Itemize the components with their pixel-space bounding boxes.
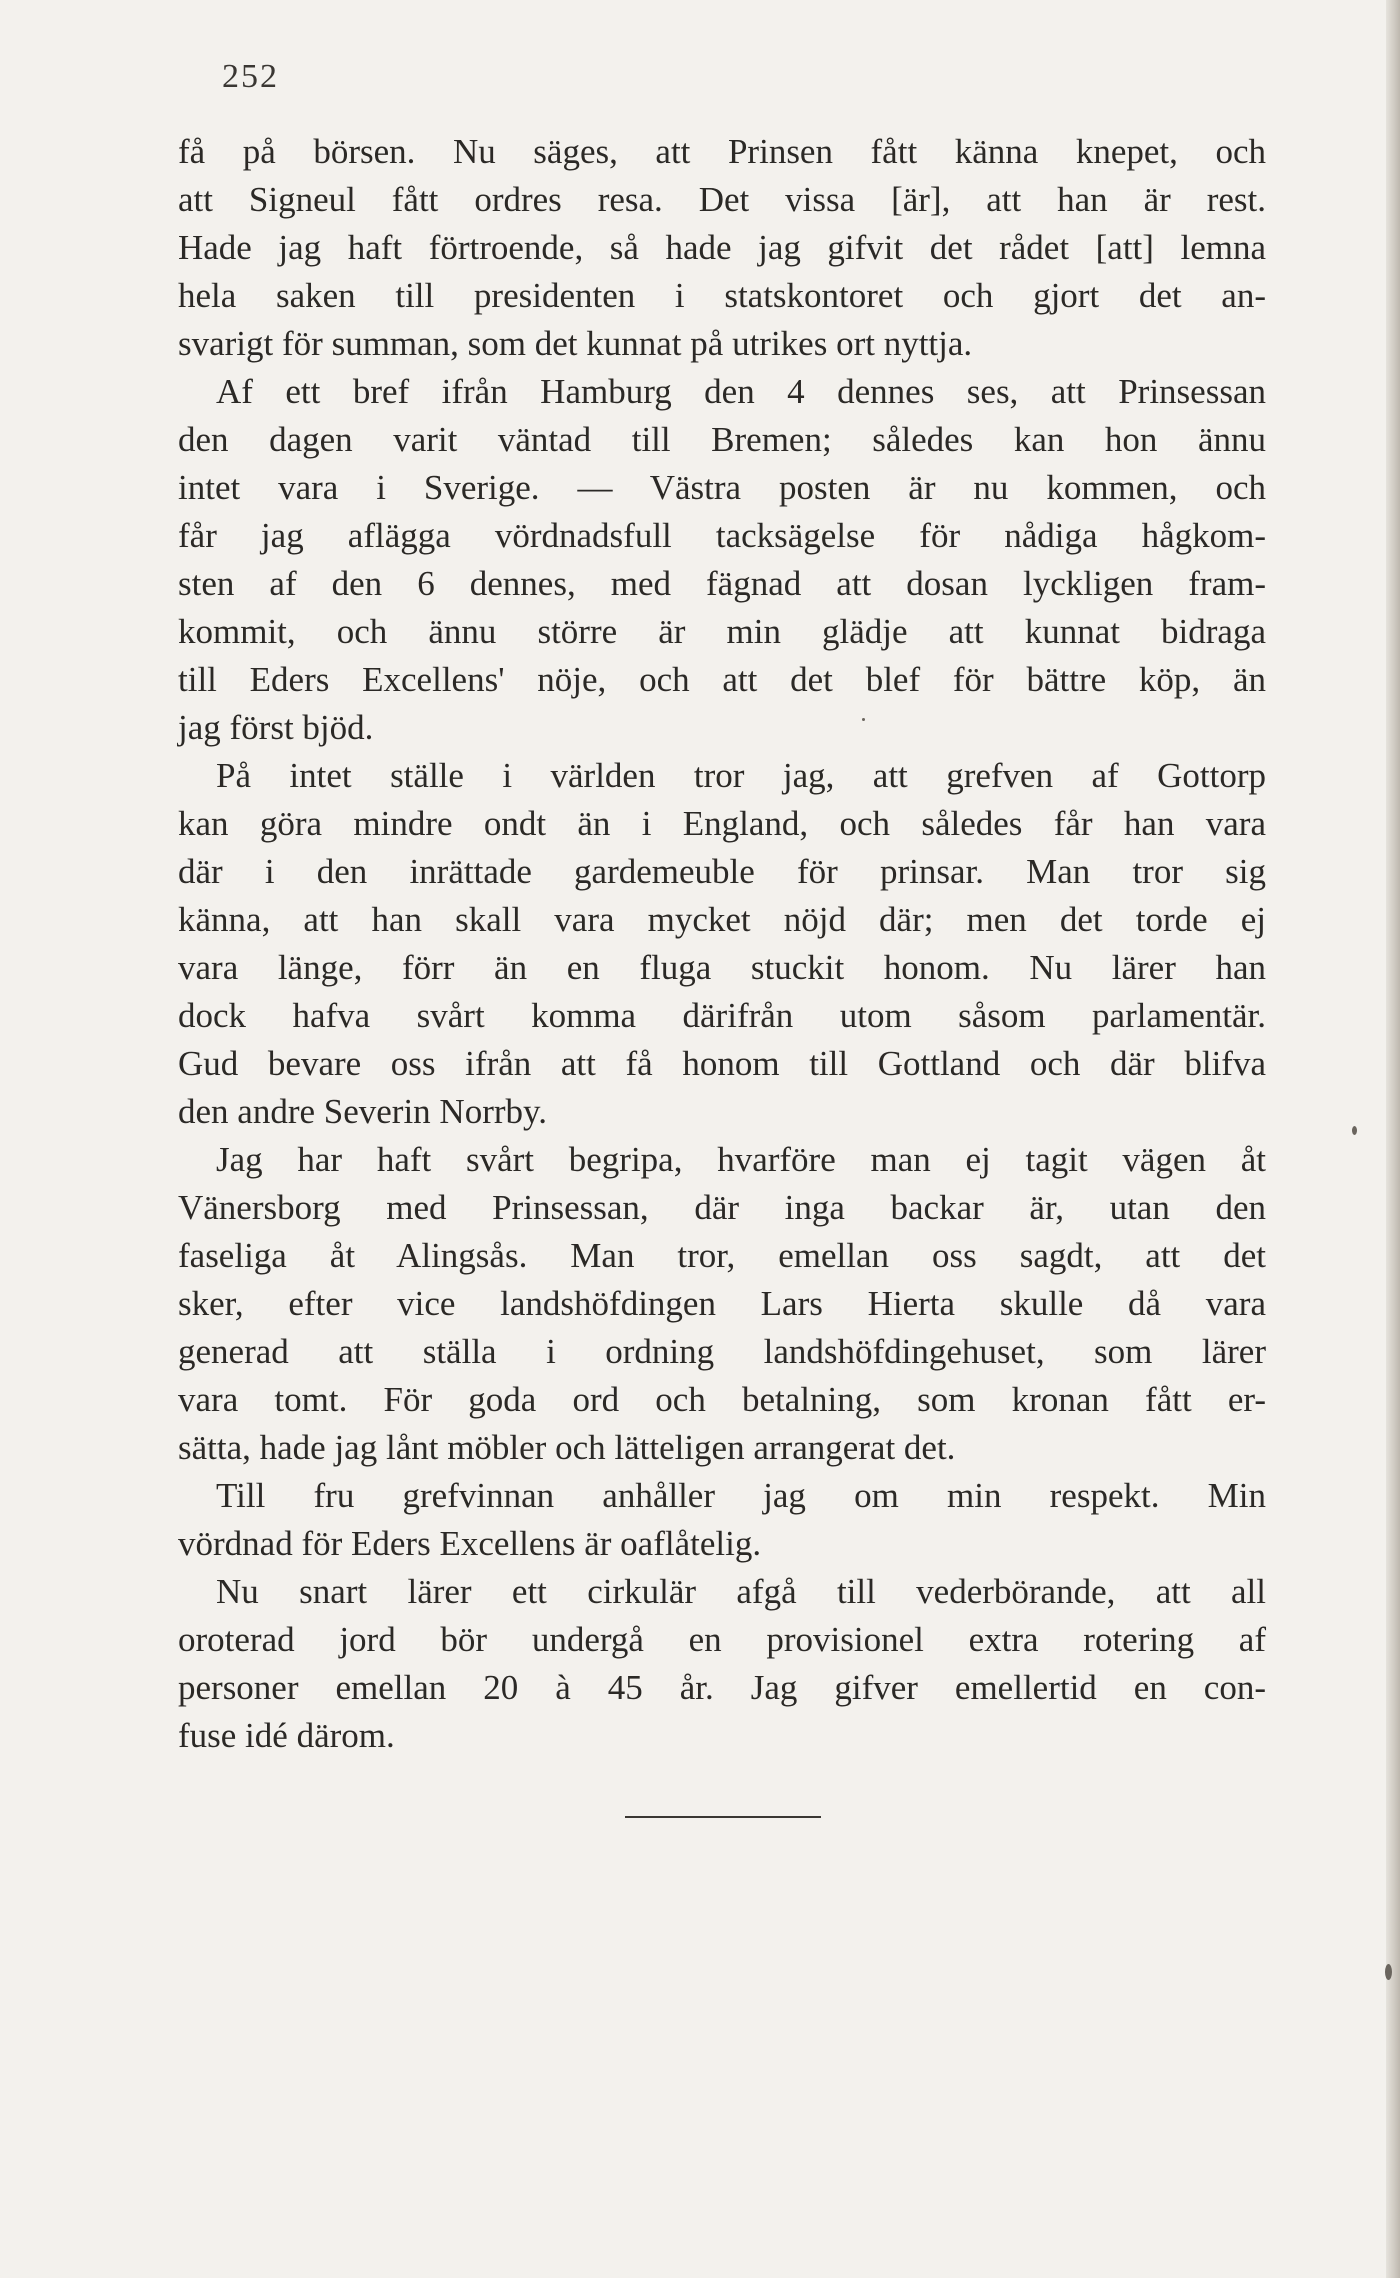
margin-speck — [1385, 1964, 1392, 1980]
text-line: sker, efter vice landshöfdingen Lars Hierta skulle då vara — [178, 1284, 1266, 1323]
text-line: till Eders Excellens' nöje, och att det blef för bättre köp, än — [178, 660, 1266, 699]
text-line: Vänersborg med Prinsessan, där inga backar är, utan den — [178, 1188, 1266, 1227]
text-line: fuse idé därom. — [178, 1716, 395, 1755]
text-line: hela saken till presidenten i statskontoret och gjort det an- — [178, 276, 1266, 315]
text-line: där i den inrättade gardemeuble för prinsar. Man tror sig — [178, 852, 1266, 891]
body-text — [178, 128, 1266, 1760]
text-line: sätta, hade jag lånt möbler och lätteligen arrangerat det. — [178, 1428, 956, 1467]
text-line: vara tomt. För goda ord och betalning, som kronan fått er- — [178, 1380, 1266, 1419]
page-number: 252 — [222, 58, 279, 95]
text-line: Nu snart lärer ett cirkulär afgå till vederbörande, att all — [216, 1572, 1266, 1611]
text-line: generad att ställa i ordning landshöfdingehuset, som lärer — [178, 1332, 1266, 1371]
text-line: personer emellan 20 à 45 år. Jag gifver emellertid en con- — [178, 1668, 1266, 1707]
text-line: Af ett bref ifrån Hamburg den 4 dennes ses, att Prinsessan — [216, 372, 1266, 411]
text-line: intet vara i Sverige. — Västra posten är nu kommen, och — [178, 468, 1266, 507]
text-line: att Signeul fått ordres resa. Det vissa [är], att han är rest. — [178, 180, 1266, 219]
text-line: På intet ställe i världen tror jag, att grefven af Gottorp — [216, 756, 1266, 795]
text-line: den andre Severin Norrby. — [178, 1092, 547, 1131]
text-line: Till fru grefvinnan anhåller jag om min respekt. Min — [216, 1476, 1266, 1515]
text-line: kommit, och ännu större är min glädje att kunnat bidraga — [178, 612, 1266, 651]
text-line: vara länge, förr än en fluga stuckit honom. Nu lärer han — [178, 948, 1266, 987]
text-line: dock hafva svårt komma därifrån utom såsom parlamentär. — [178, 996, 1266, 1035]
text-line: Jag har haft svårt begripa, hvarföre man ej tagit vägen åt — [216, 1140, 1266, 1179]
text-line: Hade jag haft förtroende, så hade jag gifvit det rådet [att] lemna — [178, 228, 1266, 267]
text-line: sten af den 6 dennes, med fägnad att dosan lyckligen fram- — [178, 564, 1266, 603]
text-line: oroterad jord bör undergå en provisionel extra rotering af — [178, 1620, 1266, 1659]
page-edge — [1386, 0, 1400, 2278]
text-line: den dagen varit väntad till Bremen; således kan hon ännu — [178, 420, 1266, 459]
text-line: kan göra mindre ondt än i England, och således får han vara — [178, 804, 1266, 843]
text-line: svarigt för summan, som det kunnat på utrikes ort nyttja. — [178, 324, 973, 363]
margin-speck — [862, 718, 865, 721]
margin-speck — [1352, 1126, 1357, 1135]
text-line: jag först bjöd. — [178, 708, 374, 747]
text-line: känna, att han skall vara mycket nöjd där; men det torde ej — [178, 900, 1266, 939]
text-line: får jag aflägga vördnadsfull tacksägelse för nådiga hågkom- — [178, 516, 1266, 555]
text-line: faseliga åt Alingsås. Man tror, emellan oss sagdt, att det — [178, 1236, 1266, 1275]
text-line: få på börsen. Nu säges, att Prinsen fått känna knepet, och — [178, 132, 1266, 171]
text-line: Gud bevare oss ifrån att få honom till Gottland och där blifva — [178, 1044, 1266, 1083]
text-line: vördnad för Eders Excellens är oaflåtelig. — [178, 1524, 762, 1563]
end-rule — [625, 1816, 821, 1818]
